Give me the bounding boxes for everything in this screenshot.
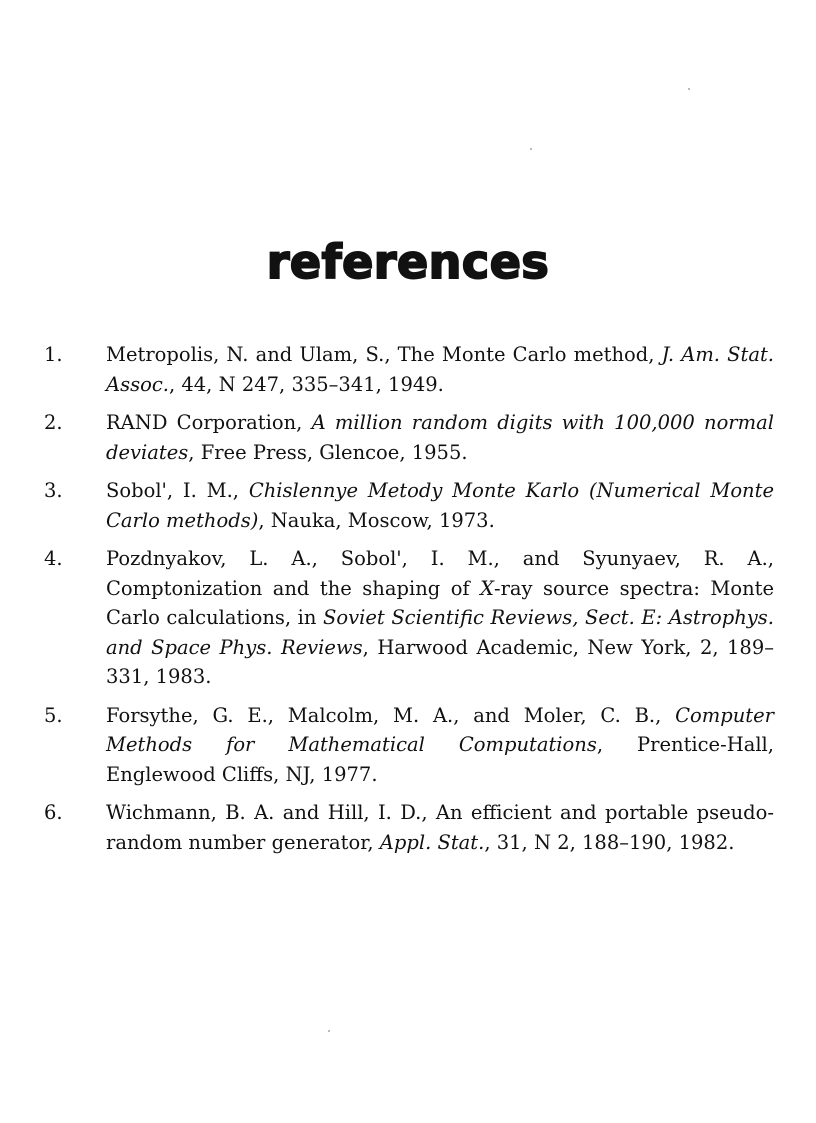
reference-number: 3. xyxy=(44,479,63,502)
reference-text: Forsythe, G. E., Malcolm, M. A., and Moler, C. B., xyxy=(106,703,676,727)
reference-item xyxy=(44,408,774,467)
reference-text: Wichmann, B. A. and Hill, I. D., An efficient and portable pseudo-random number generator, xyxy=(106,801,774,854)
reference-text: Sobol', I. M., xyxy=(106,479,249,502)
reference-text: Pozdnyakov, L. A., Sobol', I. M., and Syunyaev, R. A., Comptonization and the shaping of xyxy=(106,547,774,600)
reference-title-italic: A million random digits with 100,000 normal deviates xyxy=(106,411,774,464)
reference-number: 4. xyxy=(44,547,63,570)
reference-number: 5. xyxy=(44,703,63,727)
reference-item xyxy=(44,340,774,399)
scan-speck xyxy=(328,1030,330,1032)
scan-speck xyxy=(688,88,690,90)
reference-text: Metropolis, N. and Ulam, S., The Monte Carlo method, xyxy=(106,343,662,366)
scan-speck xyxy=(530,148,532,150)
reference-list xyxy=(44,340,774,866)
reference-number: 6. xyxy=(44,801,63,824)
reference-text: , Nauka, Moscow, 1973. xyxy=(258,508,495,532)
reference-title-italic: J. Am. Stat. Assoc. xyxy=(106,343,774,396)
reference-text: , Prentice-Hall, Englewood Cliffs, NJ, 1977. xyxy=(106,733,774,786)
reference-item xyxy=(44,701,774,790)
reference-text: RAND Corporation, xyxy=(106,411,312,434)
reference-text: , Free Press, Glencoe, 1955. xyxy=(188,440,468,464)
reference-item xyxy=(44,798,774,857)
reference-title-italic: Chislennye Metody Monte Karlo (Numerical Monte Carlo methods) xyxy=(106,479,774,532)
reference-text: , 31, N 2, 188–190, 1982. xyxy=(484,830,735,854)
reference-number: 2. xyxy=(44,411,63,434)
reference-title-italic: Computer Methods for Mathematical Computations xyxy=(106,703,774,756)
reference-text: , Harwood Academic, New York, 2, 189–331, 1983. xyxy=(106,635,774,688)
page-heading: references xyxy=(266,235,550,289)
reference-item xyxy=(44,476,774,535)
reference-title-italic: Soviet Scientific Reviews, Sect. E: Astrophys. and Space Phys. Reviews xyxy=(106,606,774,659)
reference-number: 1. xyxy=(44,343,63,366)
reference-text: , 44, N 247, 335–341, 1949. xyxy=(168,372,444,396)
reference-text: -ray source spectra: Monte Carlo calculations, in xyxy=(106,576,775,629)
reference-title-italic: X xyxy=(480,576,495,600)
reference-item xyxy=(44,544,774,692)
reference-title-italic: Appl. Stat. xyxy=(379,830,485,854)
